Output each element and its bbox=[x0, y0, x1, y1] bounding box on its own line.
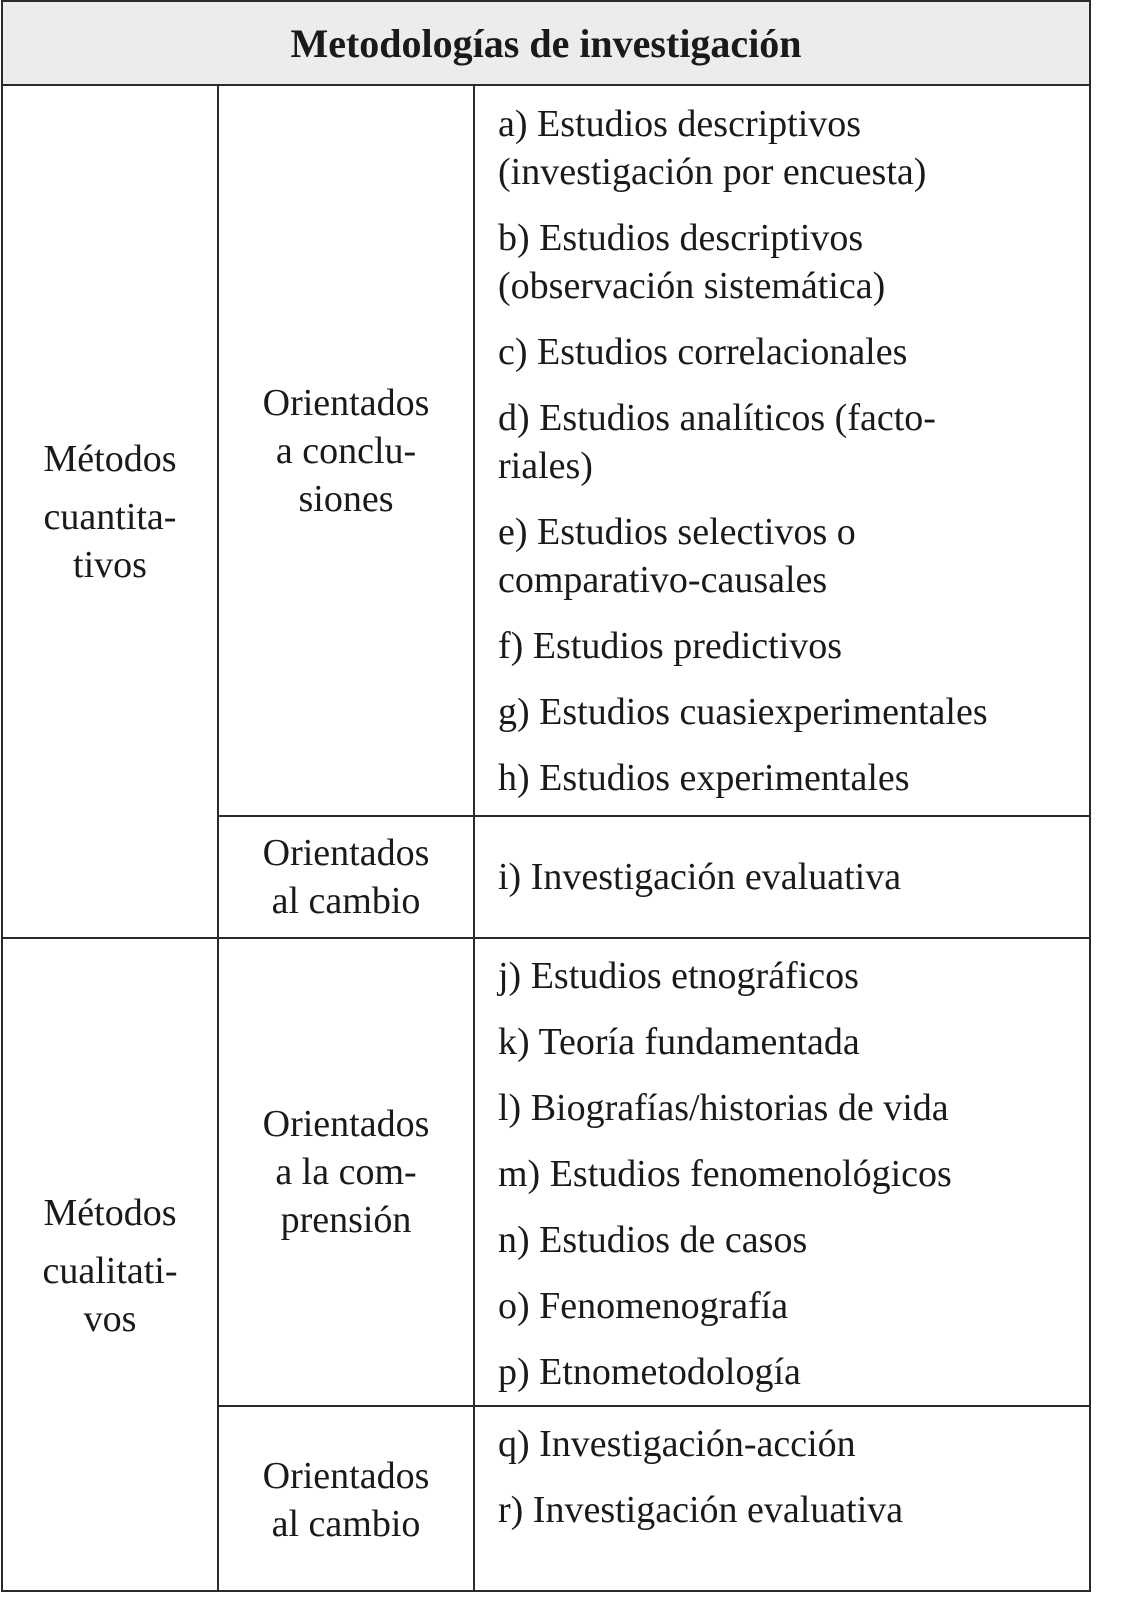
study-list-conclusions bbox=[475, 100, 1089, 820]
list-item-text: o) Fenomenografía bbox=[498, 1285, 789, 1327]
orientation-line: Orientados bbox=[262, 1454, 430, 1497]
list-item-text: h) Estudios experimentales bbox=[498, 757, 910, 799]
list-item bbox=[498, 394, 1089, 490]
study-list-change-quant bbox=[475, 817, 1089, 937]
list-item-text: q) Investigación-acción bbox=[498, 1423, 856, 1465]
list-item bbox=[498, 100, 1089, 196]
list-item-text: b) Estudios descriptivos bbox=[498, 217, 864, 259]
method-cell-qualitative bbox=[3, 939, 217, 1592]
orientation-line: a conclu- bbox=[275, 429, 417, 472]
list-item bbox=[498, 1018, 1089, 1066]
list-item-text: comparativo-causales bbox=[498, 559, 828, 601]
list-item-text: g) Estudios cuasiexperimentales bbox=[498, 691, 988, 733]
list-item bbox=[498, 622, 1089, 670]
method-line: cuantita- bbox=[43, 495, 177, 538]
list-item-text: c) Estudios correlacionales bbox=[498, 331, 908, 373]
list-item-text: (observación sistemática) bbox=[498, 265, 886, 307]
orientation-line: Orientados bbox=[262, 381, 430, 424]
orientation-line: al cambio bbox=[271, 1502, 421, 1545]
orientation-cell-change-qual bbox=[219, 1407, 473, 1592]
method-cell-quantitative bbox=[3, 86, 217, 937]
list-item-text: riales) bbox=[498, 445, 593, 487]
list-item bbox=[498, 688, 1089, 736]
list-item bbox=[498, 754, 1089, 802]
method-line: Métodos bbox=[43, 1191, 177, 1234]
list-item-text: a) Estudios descriptivos bbox=[498, 103, 862, 145]
list-item bbox=[498, 1084, 1089, 1132]
list-item-text: (investigación por encuesta) bbox=[498, 151, 927, 193]
list-item bbox=[498, 952, 1089, 1000]
study-list-change-qual bbox=[475, 1420, 1089, 1552]
study-list-comprehension bbox=[475, 952, 1089, 1414]
list-item-text: i) Investigación evaluativa bbox=[498, 856, 902, 898]
orientation-line: a la com- bbox=[275, 1151, 417, 1193]
table-title: Metodologías de investigación bbox=[3, 2, 1089, 86]
list-item bbox=[498, 1348, 1089, 1396]
list-item-text: k) Teoría fundamentada bbox=[498, 1021, 860, 1063]
list-item bbox=[498, 328, 1089, 376]
method-line: cualitati- bbox=[42, 1249, 178, 1292]
list-item bbox=[498, 1420, 1089, 1468]
orientation-line: al cambio bbox=[271, 880, 421, 922]
orientation-line: Orientados bbox=[262, 832, 430, 874]
methodologies-table bbox=[1, 0, 1091, 1592]
method-line: vos bbox=[83, 1297, 137, 1340]
list-item-text: e) Estudios selectivos o bbox=[498, 511, 856, 553]
list-item bbox=[498, 1216, 1089, 1264]
list-item-text: l) Biografías/historias de vida bbox=[498, 1087, 949, 1129]
orientation-line: Orientados bbox=[262, 1103, 430, 1145]
list-item-text: p) Etnometodología bbox=[498, 1351, 801, 1393]
list-item bbox=[498, 214, 1089, 310]
list-item bbox=[498, 1150, 1089, 1198]
list-item bbox=[498, 508, 1089, 604]
list-item-text: j) Estudios etnográficos bbox=[498, 955, 859, 997]
orientation-line: siones bbox=[298, 477, 394, 520]
orientation-cell-conclusions bbox=[219, 86, 473, 815]
list-item bbox=[498, 1282, 1089, 1330]
list-item bbox=[498, 853, 1089, 901]
list-item-text: d) Estudios analíticos (facto- bbox=[498, 397, 936, 439]
orientation-cell-comprehension bbox=[219, 939, 473, 1405]
list-item-text: m) Estudios fenomenológicos bbox=[498, 1153, 952, 1195]
orientation-cell-change-quant bbox=[219, 817, 473, 937]
list-item-text: n) Estudios de casos bbox=[498, 1219, 808, 1261]
list-item bbox=[498, 1486, 1089, 1534]
list-item-text: r) Investigación evaluativa bbox=[498, 1489, 904, 1531]
method-line: tivos bbox=[73, 543, 147, 586]
list-item-text: f) Estudios predictivos bbox=[498, 625, 843, 667]
orientation-line: prensión bbox=[280, 1199, 412, 1241]
method-line: Métodos bbox=[43, 437, 177, 480]
